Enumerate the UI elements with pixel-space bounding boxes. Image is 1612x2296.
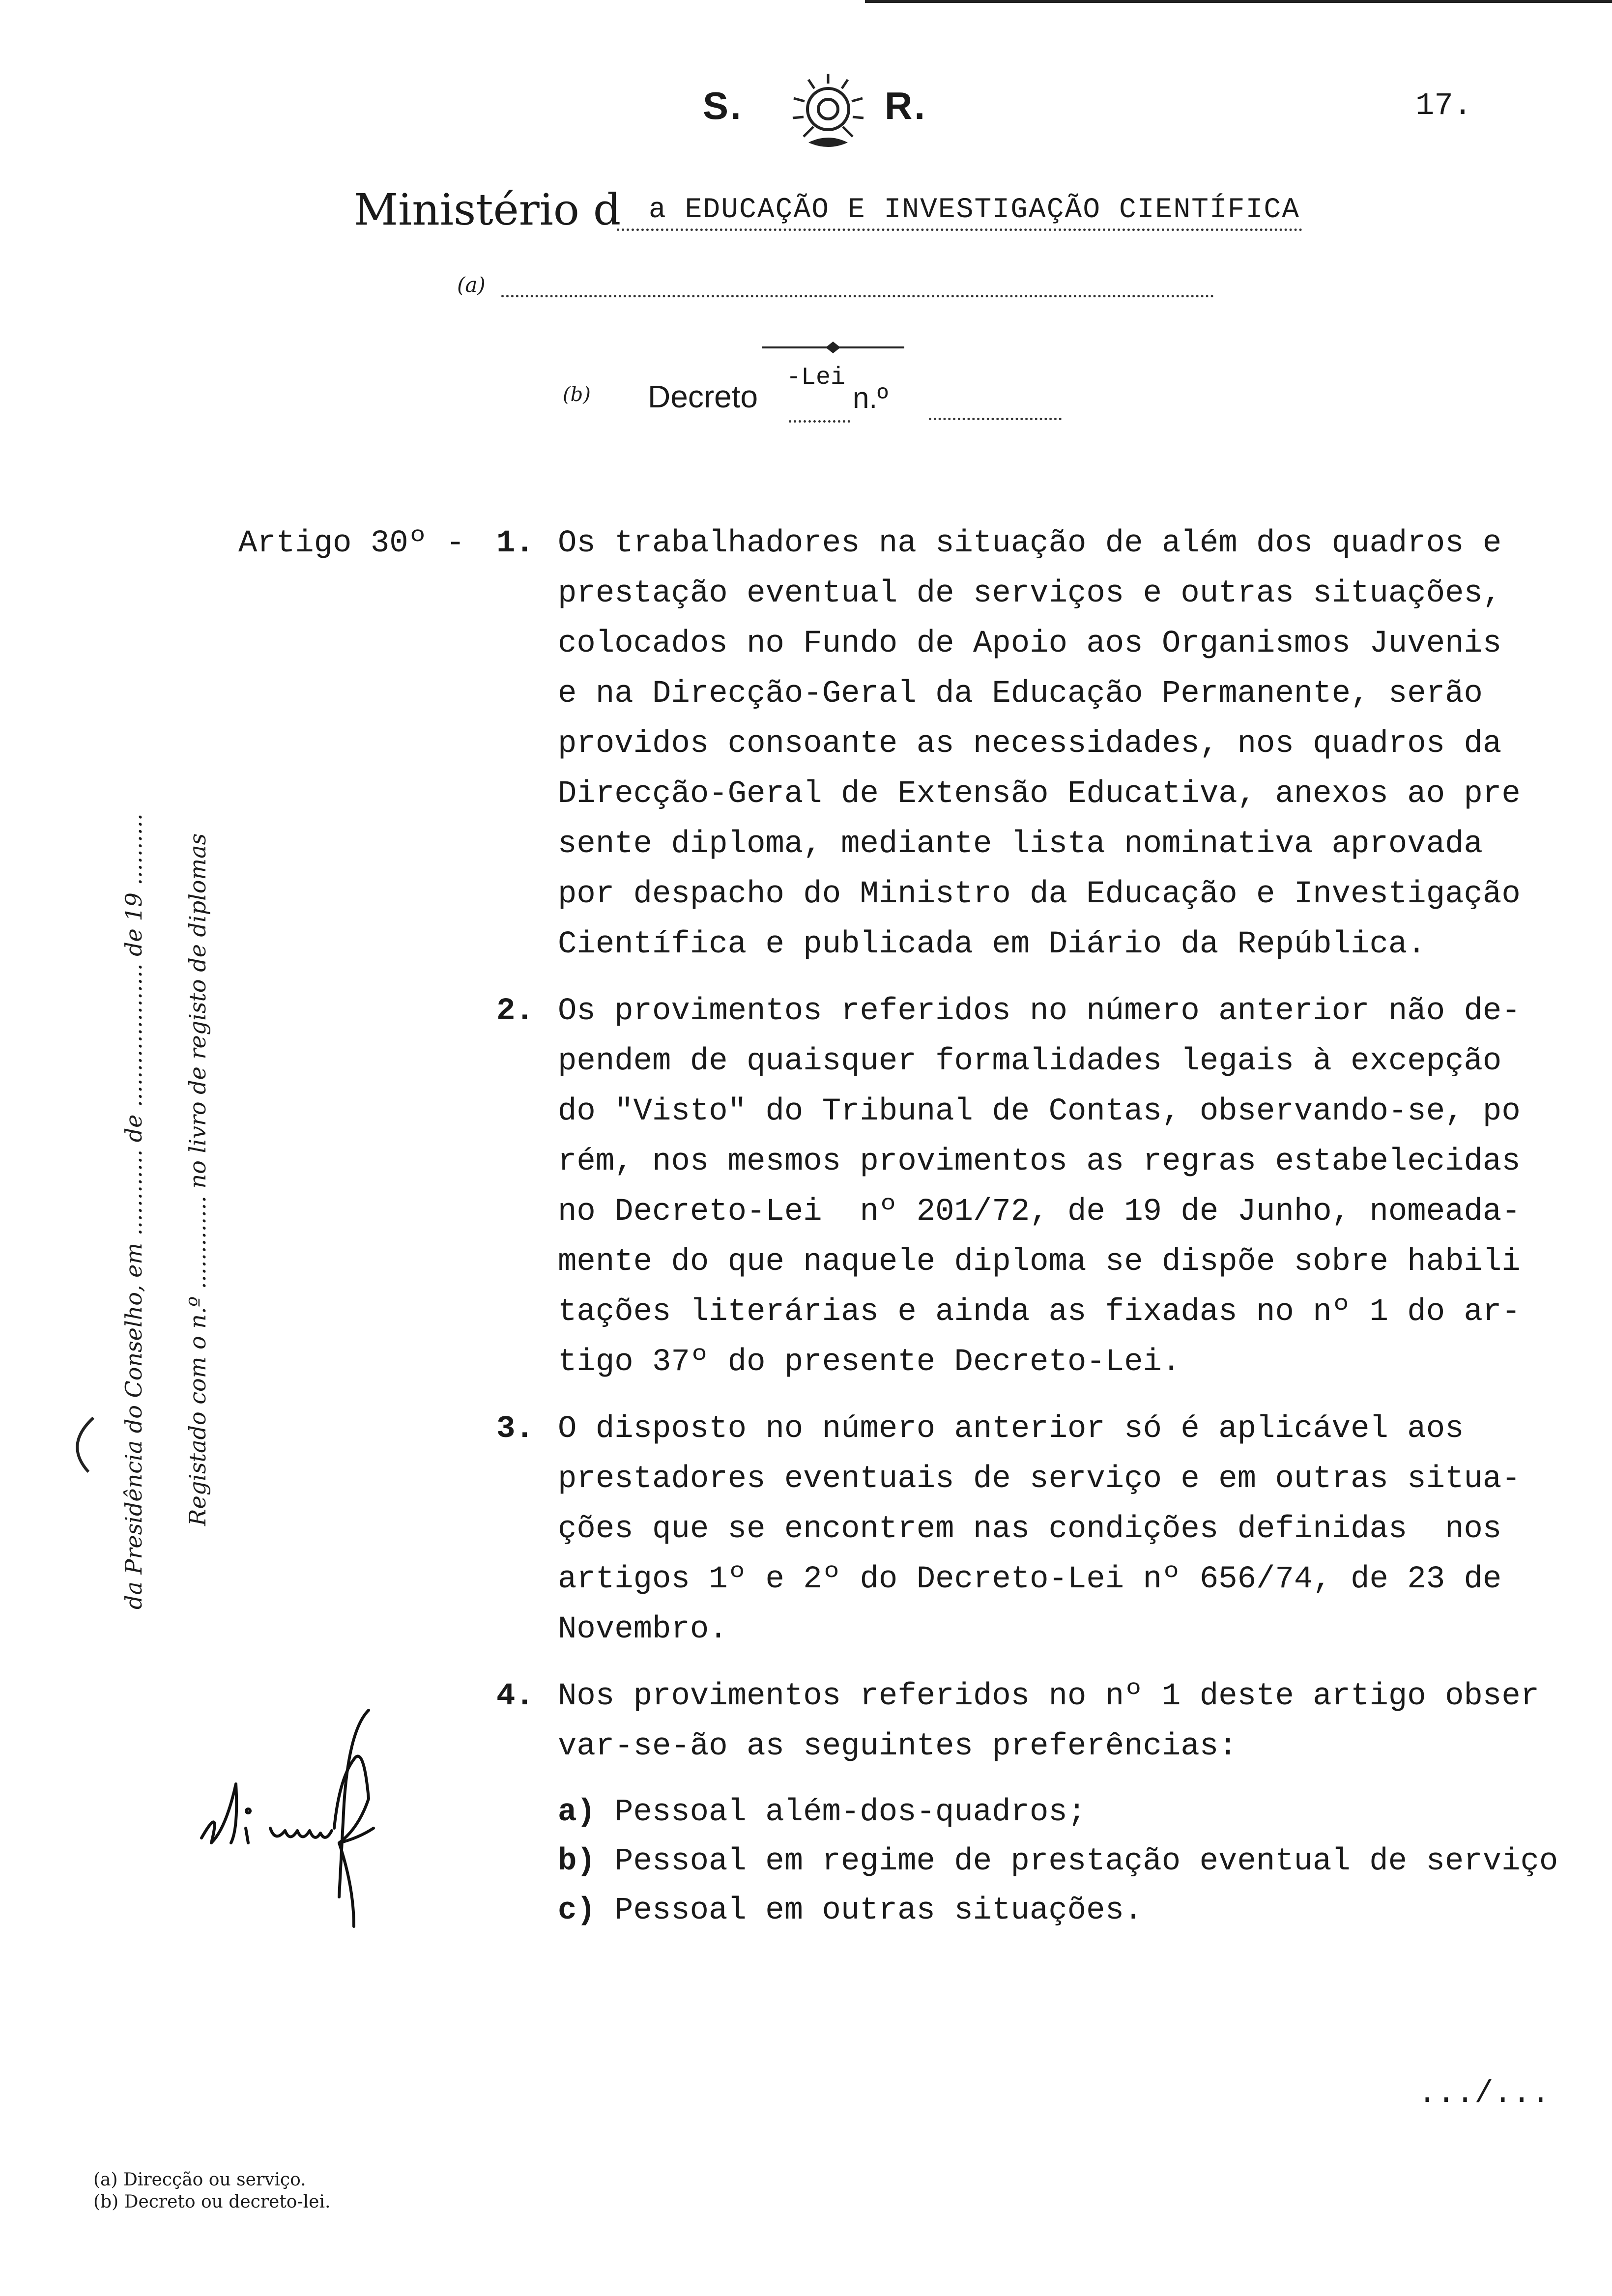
decreto-lei-suffix: -Lei (786, 364, 846, 392)
preference-letter: b) (558, 1844, 596, 1879)
page-number: 17. (1415, 88, 1472, 124)
coat-of-arms-icon (779, 69, 877, 152)
text-line: prestadores eventuais de serviço e em outras situa- (558, 1462, 1521, 1497)
text-line: no Decreto-Lei nº 201/72, de 19 de Junho, nomeada- (558, 1194, 1521, 1230)
item-number: 1. (496, 526, 534, 561)
preference-text: Pessoal em outras situações. (614, 1893, 1143, 1928)
decreto-label: Decreto (648, 379, 758, 414)
text-line: Científica e publicada em Diário da República. (558, 927, 1426, 962)
handwritten-signature (192, 1681, 506, 1956)
text-line: Direcção-Geral de Extensão Educativa, anexos ao pre (558, 776, 1521, 812)
emblem-right-letter: R. (885, 84, 927, 127)
preference-text: Pessoal além-dos-quadros; (614, 1795, 1087, 1830)
ministry-dotted-line (617, 229, 1302, 231)
text-line: tigo 37º do presente Decreto-Lei. (558, 1345, 1181, 1380)
text-line: prestação eventual de serviços e outras situações, (558, 576, 1502, 611)
text-line: Nos provimentos referidos no nº 1 deste artigo obser (558, 1679, 1540, 1714)
text-line: Novembro. (558, 1612, 728, 1647)
article-label: Artigo 30º - (238, 526, 465, 561)
preference-letter: a) (558, 1795, 596, 1830)
margin-registry-line-1: Registado com o n.º ............. no livro de registo de diplomas (184, 833, 211, 1526)
footnote-a: (a) Direcção ou serviço. (93, 2170, 306, 2190)
top-rule (865, 0, 1612, 3)
diamond-divider (762, 342, 904, 353)
footnote-b: (b) Decreto ou decreto-lei. (93, 2192, 331, 2212)
field-b-label: (b) (563, 383, 591, 406)
text-line: artigos 1º e 2º do Decreto-Lei nº 656/74, de 23 de (558, 1562, 1502, 1597)
left-bracket-mark (59, 1415, 98, 1474)
continuation-mark: .../... (1418, 2076, 1550, 2112)
item-number: 3. (496, 1411, 534, 1447)
decreto-lei-dotted-line (789, 420, 850, 423)
text-line: pendem de quaisquer formalidades legais à excepção (558, 1044, 1502, 1079)
margin-registry-line-2: da Presidência do Conselho, em ............ de .................... de 19 .......... (120, 813, 147, 1609)
text-line: providos consoante as necessidades, nos quadros da (558, 726, 1502, 762)
text-line: rém, nos mesmos provimentos as regras estabelecidas (558, 1144, 1521, 1179)
text-line: tações literárias e ainda as fixadas no nº 1 do ar- (558, 1294, 1521, 1330)
ministry-title: Ministério d (354, 184, 621, 235)
text-line: mente do que naquele diploma se dispõe sobre habili (558, 1244, 1521, 1280)
text-line: por despacho do Ministro da Educação e Investigação (558, 877, 1521, 912)
text-line: var-se-ão as seguintes preferências: (558, 1729, 1238, 1764)
item-number: 4. (496, 1679, 534, 1714)
decreto-number-dotted-line (929, 418, 1062, 420)
text-line: e na Direcção-Geral da Educação Permanente, serão (558, 676, 1483, 712)
text-line: O disposto no número anterior só é aplicável aos (558, 1411, 1464, 1447)
text-line: colocados no Fundo de Apoio aos Organismos Juvenis (558, 626, 1502, 661)
preference-letter: c) (558, 1893, 596, 1928)
decreto-number-label: n.º (853, 381, 888, 414)
text-line: do "Visto" do Tribunal de Contas, observando-se, po (558, 1094, 1521, 1129)
text-line: sente diploma, mediante lista nominativa aprovada (558, 827, 1483, 862)
text-line: Os provimentos referidos no número anterior não de- (558, 994, 1521, 1029)
text-line: Os trabalhadores na situação de além dos quadros e (558, 526, 1502, 561)
ministry-name: a EDUCAÇÃO E INVESTIGAÇÃO CIENTÍFICA (649, 194, 1300, 226)
field-a-label: (a) (457, 273, 486, 297)
field-a-dotted-line (501, 295, 1214, 297)
emblem-left-letter: S. (703, 84, 743, 127)
item-number: 2. (496, 994, 534, 1029)
text-line: ções que se encontrem nas condições definidas nos (558, 1512, 1502, 1547)
preference-text: Pessoal em regime de prestação eventual de serviço (614, 1844, 1558, 1879)
